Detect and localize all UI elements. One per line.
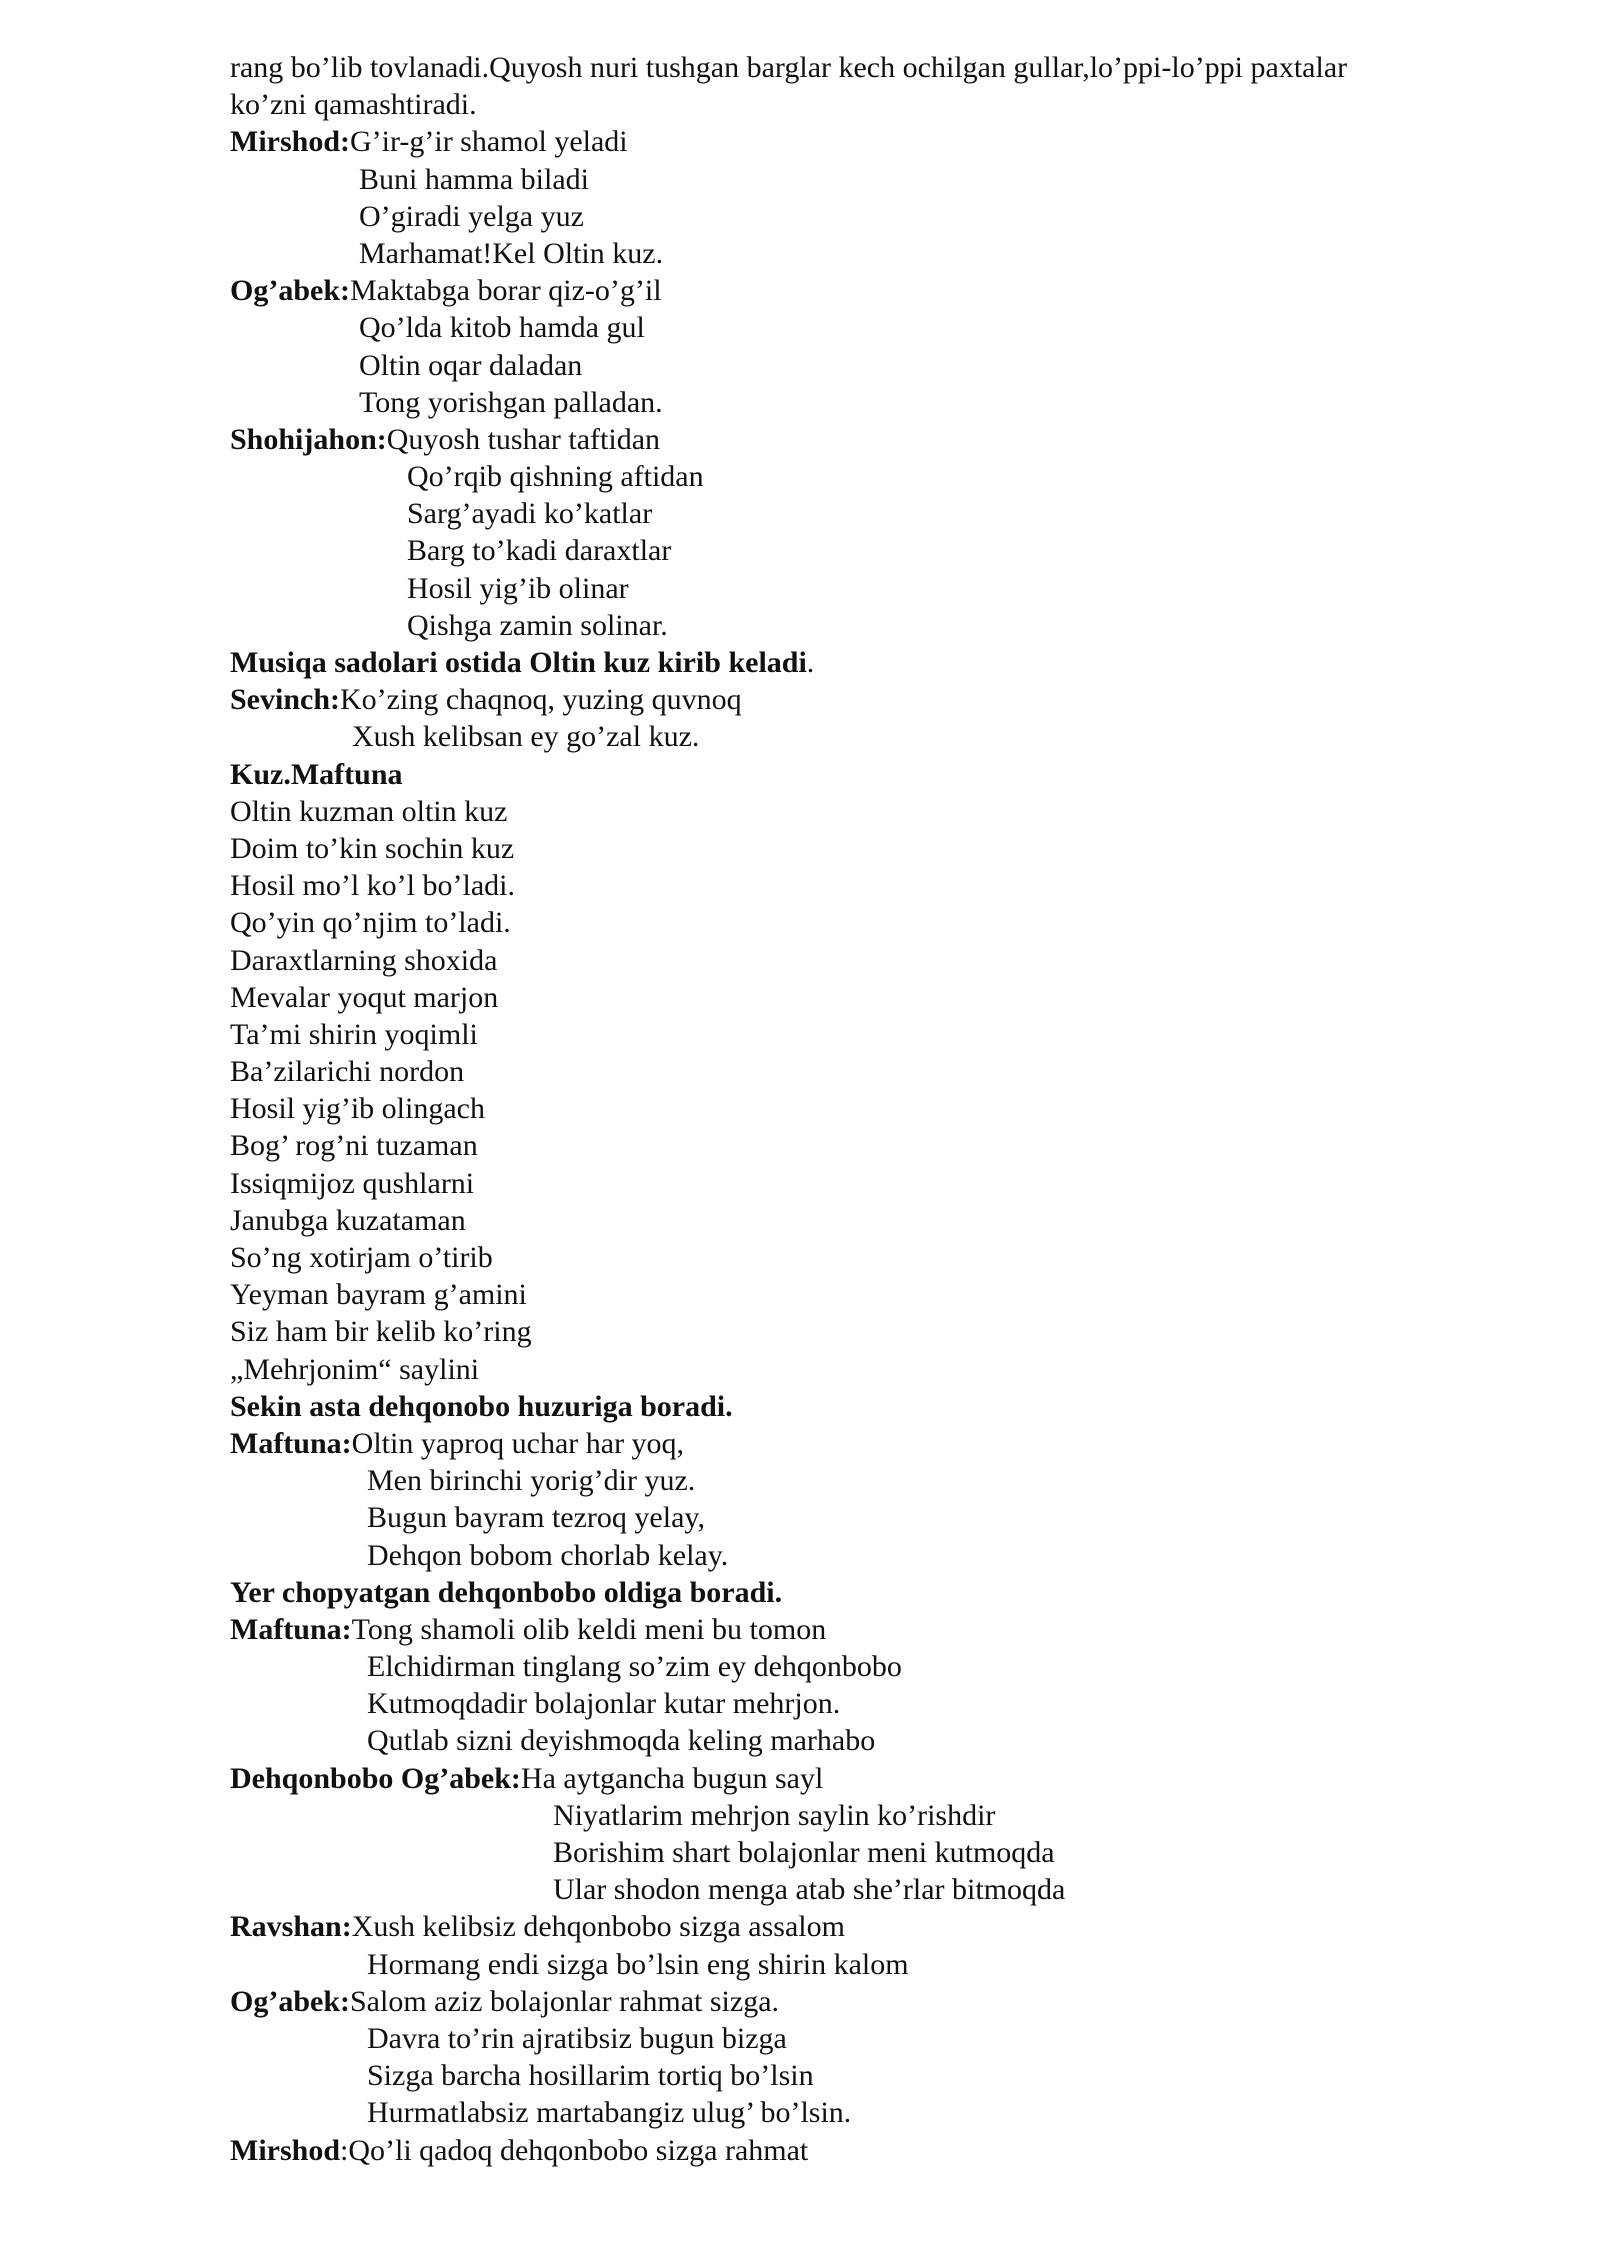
verse-line: Qutlab sizni deyishmoqda keling marhabo <box>367 1724 876 1758</box>
verse-line: Ular shodon menga atab she’rlar bitmoqda <box>553 1873 1066 1907</box>
verse-line: O’giradi yelga yuz <box>359 199 584 233</box>
speaker-name: Shohijahon: <box>230 422 387 456</box>
verse-line: Niyatlarim mehrjon saylin ko’rishdir <box>553 1798 996 1832</box>
speaker-name: Ravshan: <box>230 1910 352 1944</box>
verse-text: Quyosh tushar taftidan <box>386 422 661 456</box>
stage-direction: Musiqa sadolari ostida Oltin kuz kirib keladi. <box>230 646 815 679</box>
verse-line: Sarg’ayadi ko’katlar <box>407 497 653 531</box>
verse-line: Issiqmijoz qushlarni <box>230 1166 475 1200</box>
speaker-name: Mirshod: <box>230 125 350 159</box>
verse-text: Xush kelibsiz dehqonbobo sizga assalom <box>351 1910 845 1944</box>
speaker-line <box>230 1611 1510 1648</box>
verse-line: Sizga barcha hosillarim tortiq bo’lsin <box>367 2059 814 2093</box>
verse-text: Tong shamoli olib keldi meni bu tomon <box>351 1612 827 1646</box>
stage-direction: Yer chopyatgan dehqonbobo oldiga boradi. <box>230 1575 783 1609</box>
speaker-line <box>230 1908 1510 1945</box>
speaker-name: Maftuna: <box>230 1612 352 1646</box>
verse-line: Janubga kuzataman <box>230 1203 466 1237</box>
verse-line: Hosil mo’l ko’l bo’ladi. <box>230 869 515 903</box>
speaker-name: Maftuna: <box>230 1426 352 1460</box>
speaker-name: Sevinch: <box>230 683 341 717</box>
verse-line: Daraxtlarning shoxida <box>230 943 498 977</box>
speaker-line <box>230 123 1510 160</box>
speaker-line <box>230 1760 1510 1797</box>
verse-text: Oltin yaproq uchar har yoq, <box>351 1426 685 1460</box>
document-text <box>230 49 1510 2169</box>
speaker-line <box>230 2132 1510 2169</box>
verse-line: Bugun bayram tezroq yelay, <box>367 1501 705 1535</box>
section-heading: Kuz.Maftuna <box>230 757 403 791</box>
verse-line: „Mehrjonim“ saylini <box>230 1352 480 1386</box>
verse-line: Oltin oqar daladan <box>359 348 583 382</box>
verse-line: Qo’lda kitob hamda gul <box>359 311 645 345</box>
verse-line: Kutmoqdadir bolajonlar kutar mehrjon. <box>367 1687 841 1721</box>
verse-line: Hormang endi sizga bo’lsin eng shirin kalom <box>367 1947 909 1981</box>
verse-line: Borishim shart bolajonlar meni kutmoqda <box>553 1836 1055 1869</box>
verse-line: Ta’mi shirin yoqimli <box>230 1017 478 1051</box>
verse-line: Yeyman bayram g’amini <box>230 1278 527 1312</box>
verse-line: Elchidirman tinglang so’zim ey dehqonbobo <box>367 1650 902 1684</box>
verse-line: Barg to’kadi daraxtlar <box>407 534 672 568</box>
speaker-line <box>230 421 1510 458</box>
verse-line: Marhamat!Kel Oltin kuz. <box>359 236 664 270</box>
verse-line: Siz ham bir kelib ko’ring <box>230 1315 532 1349</box>
verse-line: Oltin kuzman oltin kuz <box>230 794 508 828</box>
verse-line: Qo’rqib qishning aftidan <box>407 460 704 494</box>
verse-line: Davra to’rin ajratibsiz bugun bizga <box>367 2021 787 2055</box>
verse-text: Maktabga borar qiz-o’g’il <box>350 274 662 308</box>
verse-line: Hosil yig’ib olinar <box>407 571 629 605</box>
verse-line: Tong yorishgan palladan. <box>359 385 663 419</box>
verse-line: Buni hamma biladi <box>359 162 589 196</box>
verse-line: Qishga zamin solinar. <box>407 608 668 642</box>
verse-text: G’ir-g’ir shamol yeladi <box>350 125 628 159</box>
verse-text: Salom aziz bolajonlar rahmat sizga. <box>350 1984 780 2018</box>
verse-text: Ko’zing chaqnoq, yuzing quvnoq <box>340 683 742 717</box>
verse-line: Hurmatlabsiz martabangiz ulug’ bo’lsin. <box>367 2096 852 2130</box>
speaker-line <box>230 1983 1510 2020</box>
verse-line: Hosil yig’ib olingach <box>230 1092 485 1126</box>
speaker-name: Dehqonbobo Og’abek: <box>230 1761 521 1795</box>
speaker-line <box>230 1425 1510 1462</box>
speaker-line <box>230 272 1510 309</box>
speaker-name: Mirshod <box>230 2133 341 2167</box>
text-line: rang bo’lib tovlanadi.Quyosh nuri tushgan barglar kech ochilgan gullar,lo’ppi-lo’ppi paxtalar <box>230 51 1348 84</box>
verse-line: Mevalar yoqut marjon <box>230 980 499 1014</box>
verse-text: :Qo’li qadoq dehqonbobo sizga rahmat <box>340 2133 809 2167</box>
verse-text: Ha aytgancha bugun sayl <box>520 1761 824 1795</box>
verse-line: Xush kelibsan ey go’zal kuz. <box>352 720 700 754</box>
speaker-line <box>230 681 1510 718</box>
text-line: ko’zni qamashtiradi. <box>230 88 477 122</box>
stage-direction: Sekin asta dehqonobo huzuriga boradi. <box>230 1389 733 1423</box>
verse-line: Qo’yin qo’njim to’ladi. <box>230 906 511 940</box>
speaker-name: Og’abek: <box>230 274 350 308</box>
verse-line: Ba’zilarichi nordon <box>230 1055 465 1089</box>
verse-line: Doim to’kin sochin kuz <box>230 831 515 865</box>
verse-line: So’ng xotirjam o’tirib <box>230 1241 493 1274</box>
verse-line: Men birinchi yorig’dir yuz. <box>367 1464 696 1498</box>
speaker-name: Og’abek: <box>230 1984 350 2018</box>
verse-line: Dehqon bobom chorlab kelay. <box>367 1538 729 1572</box>
verse-line: Bog’ rog’ni tuzaman <box>230 1129 478 1163</box>
